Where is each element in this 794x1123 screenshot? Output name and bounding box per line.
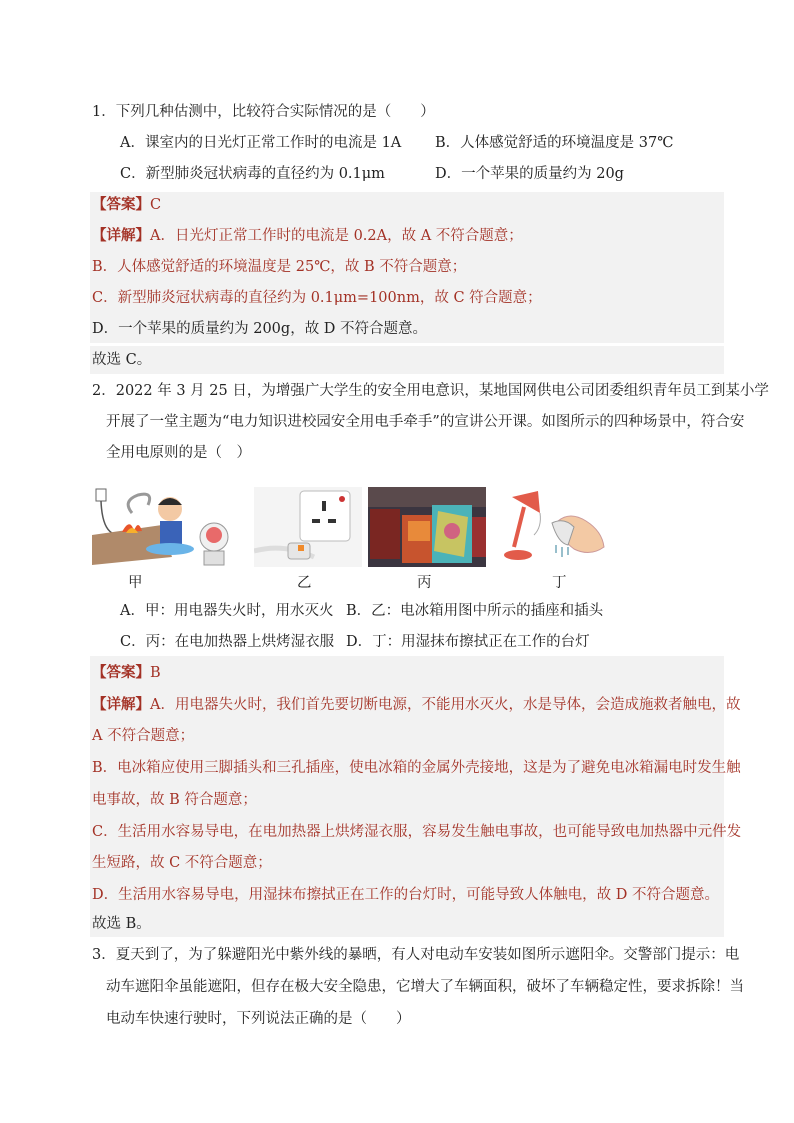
- answer-value: C: [150, 197, 162, 213]
- q1-option-d: D．一个苹果的质量约为 20g: [435, 166, 624, 182]
- q1-stem: 1．下列几种估测中，比较符合实际情况的是（ ）: [92, 104, 435, 120]
- label-jia: 甲: [128, 575, 143, 591]
- q2-stem-line-3: 全用电原则的是（ ）: [106, 445, 251, 461]
- scene-bing-heater-image: [368, 487, 486, 567]
- answer-tag: 【答案】: [92, 664, 150, 681]
- detail-tag: 【详解】: [92, 696, 150, 713]
- q2-option-a: A．甲：用电器失火时，用水灭火: [120, 603, 334, 619]
- answer-value: B: [150, 665, 161, 681]
- q2-answer-line: [92, 662, 161, 684]
- detail-text: A．日光灯正常工作时的电流是 0.2A，故 A 不符合题意；: [150, 228, 523, 244]
- q1-detail-line-3: C．新型肺炎冠状病毒的直径约为 0.1μm=100nm，故 C 符合题意；: [92, 290, 542, 306]
- q2-detail-line-5: C．生活用水容易导电，在电加热器上烘烤湿衣服，容易发生触电事故，也可能导致电加热器中元件发: [92, 824, 742, 840]
- q2-detail-line-2: A 不符合题意；: [92, 728, 195, 744]
- answer-tag: 【答案】: [92, 196, 150, 213]
- q1-option-a: A．课室内的日光灯正常工作时的电流是 1A: [120, 135, 402, 151]
- q2-conclusion-band: [90, 909, 724, 937]
- scene-jia-fire-image: [92, 487, 252, 567]
- label-ding: 丁: [552, 575, 567, 591]
- q2-option-d: D．丁：用湿抹布擦拭正在工作的台灯: [346, 634, 590, 650]
- q3-stem-line-2: 动车遮阳伞虽能遮阳，但存在极大安全隐患，它增大了车辆面积，破坏了车辆稳定性，要求拆除！当: [106, 979, 744, 995]
- q1-detail-line-4: D．一个苹果的质量约为 200g，故 D 不符合题意。: [92, 321, 428, 337]
- q1-conclusion-band: [90, 346, 724, 374]
- q2-stem-line-2: 开展了一堂主题为“电力知识进校园安全用电手牵手”的宣讲公开课。如图所示的四种场景中，符合安: [106, 414, 745, 430]
- q3-stem-line-1: 3．夏天到了，为了躲避阳光中紫外线的暴晒，有人对电动车安装如图所示遮阳伞。交警部门提示：电: [92, 947, 740, 963]
- q2-detail-line-4: 电事故，故 B 符合题意；: [92, 792, 257, 808]
- q2-detail-line-1: [92, 694, 740, 716]
- detail-tag: 【详解】: [92, 227, 150, 244]
- label-bing: 丙: [417, 575, 432, 591]
- q2-stem-line-1: 2．2022 年 3 月 25 日，为增强广大学生的安全用电意识，某地国网供电公司团委组织青年员工到某小学: [92, 383, 769, 399]
- detail-text: A．用电器失火时，我们首先要切断电源，不能用水灭火，水是导体，会造成施救者触电，故: [150, 697, 741, 713]
- q1-conclusion: 故选 C。: [92, 352, 152, 368]
- q1-option-b: B．人体感觉舒适的环境温度是 37℃: [435, 135, 674, 151]
- q2-conclusion: 故选 B。: [92, 916, 151, 932]
- q1-detail-line-2: B．人体感觉舒适的环境温度是 25℃，故 B 不符合题意；: [92, 259, 467, 275]
- q1-detail-line-1: [92, 225, 523, 247]
- q1-option-c: C．新型肺炎冠状病毒的直径约为 0.1μm: [120, 166, 385, 182]
- scene-yi-socket-image: [254, 487, 362, 567]
- q2-option-c: C．丙：在电加热器上烘烤湿衣服: [120, 634, 335, 650]
- q2-detail-line-6: 生短路，故 C 不符合题意；: [92, 855, 272, 871]
- q2-detail-line-3: B．电冰箱应使用三脚插头和三孔插座，使电冰箱的金属外壳接地，这是为了避免电冰箱漏电时发生触: [92, 760, 741, 776]
- label-yi: 乙: [297, 575, 312, 591]
- scene-ding-lamp-image: [504, 487, 612, 567]
- q2-detail-line-7: D．生活用水容易导电，用湿抹布擦拭正在工作的台灯时，可能导致人体触电，故 D 不符合题意。: [92, 887, 719, 903]
- q3-stem-line-3: 电动车快速行驶时，下列说法正确的是（ ）: [106, 1011, 411, 1027]
- q1-answer-line: [92, 194, 161, 216]
- q2-option-b: B．乙：电冰箱用图中所示的插座和插头: [346, 603, 604, 619]
